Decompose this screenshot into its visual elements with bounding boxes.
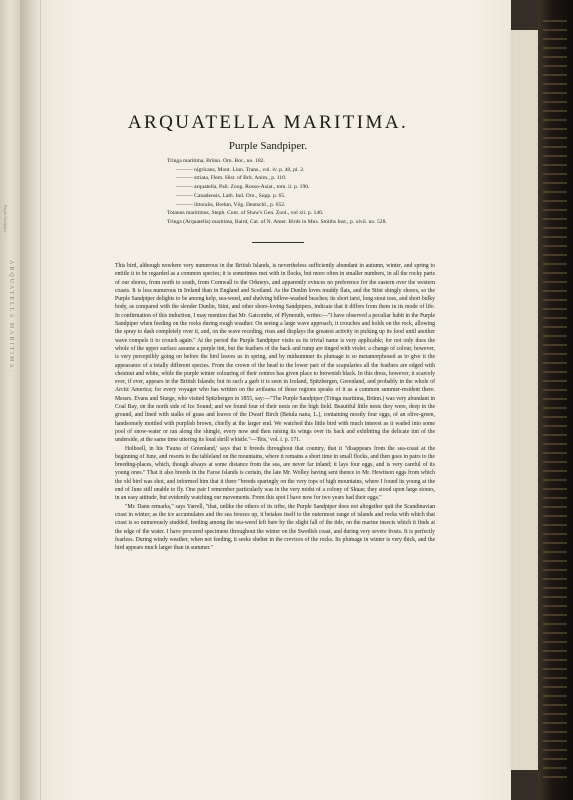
synonym-line: Tringa maritima, Brünn. Orn. Bor., no. 182. — [167, 158, 265, 164]
body-text — [115, 262, 435, 552]
left-page-edge — [0, 0, 20, 800]
synonym-line: ——— arquatella, Pall. Zoog. Rosso-Asiat., tom. ii. p. 190. — [176, 184, 310, 191]
paragraph: This bird, although nowhere very numerous in the British Islands, is nevertheless sufficiently abundant in autumn, winter, and spring to entitle it to be regarded as a common species; it is sometimes met with in flocks, but more often in smaller numbers, in all the rocky parts of our shores, from north to south, from Cornwall to the Orkneys, and apparently evinces no preference for the eastern over the western coasts. It is less numerous in Ireland than in England and Scotland. As the Dunlin loves muddy flats, and the Stint shingly shores, so the Purple Sandpiper delights to be among kelp, sea-weed, and shelving billow-washed beaches; its short tarsi, long stout toes, and short bulky body, as compared with the slender Dunlin, Stint, and other shore-loving Sandpipers, indicate that it differs from them in its mode of life. In confirmation of this induction, I may mention that Mr. Gatcombe, of Plymouth, writes:—"I have observed a peculiar habit in the Purple Sandpiper when feeding on the rocks during rough weather. On seeing a large wave approach, it crouches and holds on the rock, allowing the spray to dash completely over it, and, on the wave receding, rises and displays the greatest activity in picking up its food until another wave compels it to crouch again." At the period the Purple Sandpiper visits us its trivial name is very applicable; for not only does the whole of the upper surface assume a purple tint, but the feathers of the back and rump are tinged with violet: a change of colour, however, is very perceptibly going on before the bird leaves us in spring, and by midsummer its plumage is so metamorphosed as to give it the appearance of a totally different species. From the crown of the head to the lower part of the scapularies all the feathers are edged with chestnut and white, while the purple winter colouring of their centres has given place to brownish black. In this dress, however, it scarcely ever, if ever, appears in the British Islands; but in such a garb it is seen in Iceland, Spitzbergen, Greenland, and probably in the whole of Arctic America; for every voyager who has written on the avifauna of those regions speaks of it as a common summer-resident there. Messrs. Evans and Sturge, who visited Spitzbergen in 1855, say:—"The Purple Sandpiper (Tringa maritima, Brünn.) was very abundant in Coal Bay, on the north side of Ice Sound; and we found four of their nests on the high field. Beautiful little nests they were, deep in the ground, and lined with stalks of grass and leaves of the Dwarf Birch (Betula nana, L.), containing mostly four eggs, of an olive-green, handsomely mottled with purplish brown, chiefly at the larger end. We watched this little bird with much interest as it waded into some pool of snow-water or ran along the shingle, every now and then raising its wings over its back and exhibiting the delicate tint of the underside, at the same time uttering its loud shrill whistle."—'Ibis,' vol. i. p. 171. — [115, 263, 435, 444]
page-title: ARQUATELLA MARITIMA. — [127, 112, 409, 133]
synonym-line: ——— Canadensis, Lath. Ind. Orn., Supp. p. 65. — [176, 192, 286, 199]
paragraph: "Mr. Dann remarks," says Yarrell, "that, unlike the others of its tribe, the Purple Sandpiper does not altogether quit the Scandinavian coast in winter; as the ice accumulates and the sea freezes up, it betakes itself to the outermost range of islands and rocks with which that coast is so numerously studded, feeding among the sea-weed left bare by the slight fall of the tide, on the marine insects which it finds at the edge of the water. I have procured specimens throughout the winter on the Swedish coast, and during very severe frosts. It is perfectly fearless. During windy weather, when not feeding, it seeks shelter in the crevices of the rocks. Its plumage in winter is very thick, and the bird appears much larger than in summer." — [115, 503, 435, 552]
synonym-line: Totanus maritimus, Steph. Cont. of Shaw's Gen. Zool., vol xii. p. 146. — [167, 210, 324, 217]
page-edges — [510, 30, 539, 770]
page-subtitle: Purple Sandpiper. — [228, 140, 308, 152]
section-divider — [252, 242, 304, 243]
synonym-line: ——— nigricans, Mont. Linn. Trans., vol. iv. p. 40, pl. 2. — [176, 166, 305, 173]
cover-decoration — [543, 20, 567, 780]
left-margin-note: Purple Sandpiper. — [3, 205, 8, 234]
synonym-line: Tringa (Arquatella) maritima, Baird, Cat. of N. Amer. Birds in Mus. Smiths Inst., p. xlvii. no. 528. — [167, 218, 387, 225]
book-gutter — [20, 0, 42, 800]
synonym-line: ——— littoralis, Brehm, Vög. Deutschl., p. 652. — [176, 201, 286, 208]
paragraph: Holboell, in his 'Fauna of Greenland,' says that it breeds throughout that country, that it "disappears from the sea-coast at the beginning of June, and resorts to the tableland on the mountains, where it remains a short time in small flocks, and then goes in pairs to the breeding-places, which, though always at some distance from the sea, are never far inland; it lays four eggs, and is very careful of its young ones." That it also breeds in the Faroe Islands is certain, the late Mr. Wolley having sent thence to Mr. Hewitson eggs from which the old bird was shot, and informed him that it there "breeds sparingly on the very tops of high mountains, where I found its young at the end of June still unable to fly. One pair I remember particularly was in the very midst of a colony of Skuas; they stood upon large stones, in an easy attitude, but evidently watching our movements. From this spot I have now for two years had their eggs." — [115, 445, 435, 502]
synonym-line: ——— striata, Flem. Hist. of Brit. Anim., p. 110. — [176, 175, 287, 182]
book-cover — [538, 0, 573, 800]
left-running-title: ARQUATELLA MARITIMA. — [8, 260, 14, 374]
synonymy-list — [167, 157, 537, 227]
